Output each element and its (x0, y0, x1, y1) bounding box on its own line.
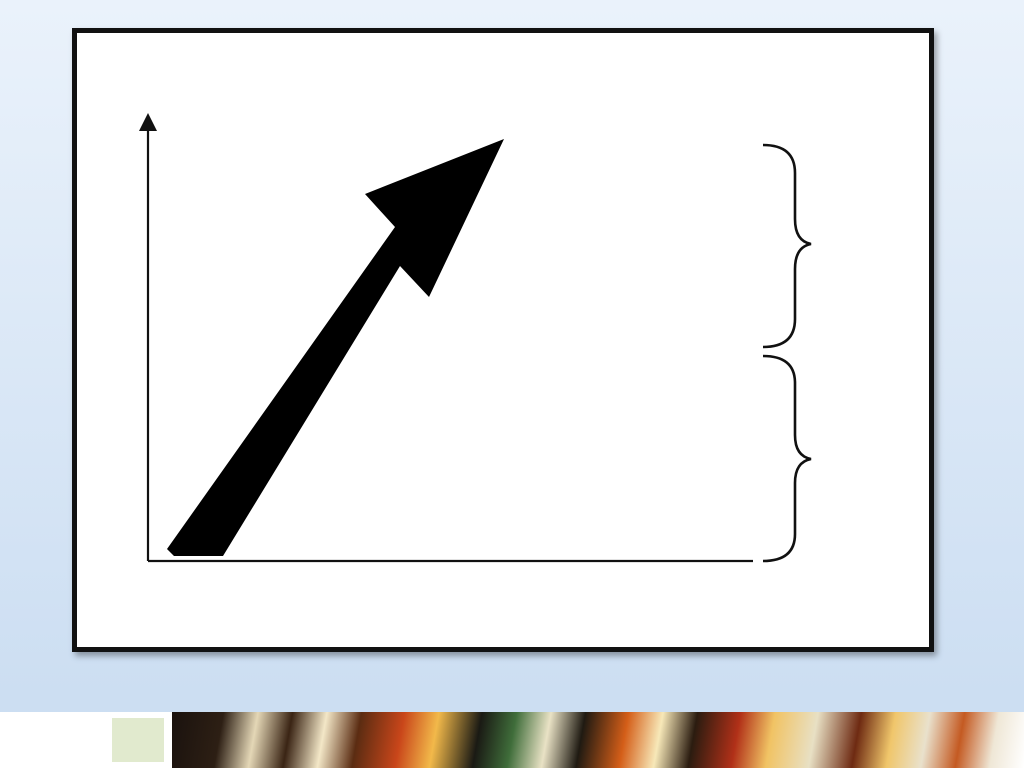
bi-analytics-figure (72, 28, 934, 652)
logo-number-icon (110, 716, 166, 764)
rims-logo (0, 712, 172, 768)
diagram-canvas (77, 33, 929, 647)
access-reporting-brace-icon (763, 356, 811, 561)
analytics-brace-icon (763, 145, 811, 347)
decorative-fiber-band (172, 712, 1024, 768)
footer-banner (0, 712, 1024, 768)
top-color-bar (0, 0, 1024, 7)
y-axis-arrowhead-icon (139, 113, 157, 131)
intelligence-arrow-icon (167, 139, 504, 556)
